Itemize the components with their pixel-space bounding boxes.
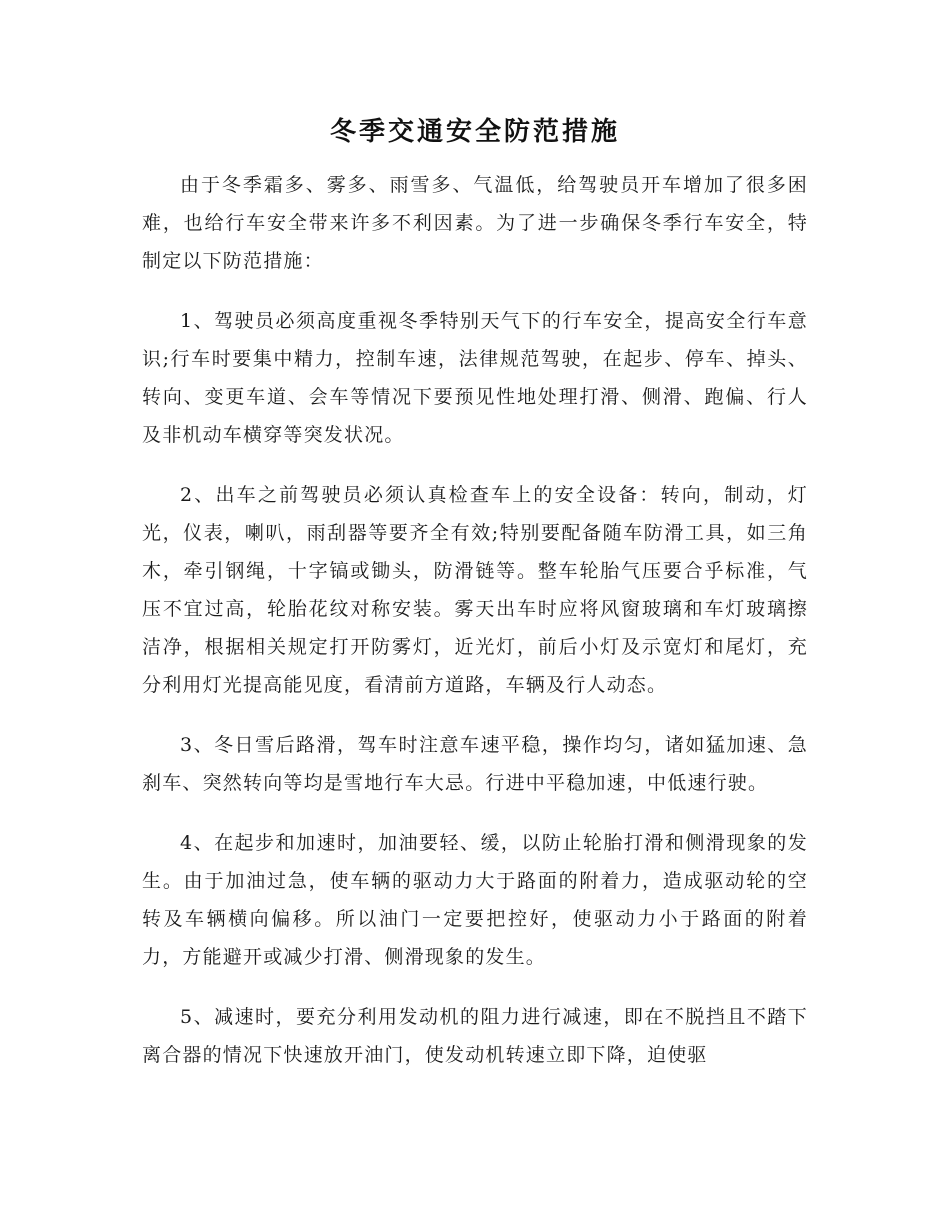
document-body [142, 112, 808, 1096]
measure-paragraph-4: 4、在起步和加速时，加油要轻、缓，以防止轮胎打滑和侧滑现象的发生。由于加油过急，使车辆的驱动力大于路面的附着力，造成驱动轮的空转及车辆横向偏移。所以油门一定要把控好，使驱动力小于路面的附着力，方能避开或减少打滑、侧滑现象的发生。 [142, 832, 808, 968]
document-title: 冬季交通安全防范措施 [329, 117, 620, 147]
measure-paragraph-2: 2、出车之前驾驶员必须认真检查车上的安全设备：转向，制动，灯光，仪表，喇叭，雨刮器等要齐全有效;特别要配备随车防滑工具，如三角木，牵引钢绳，十字镐或锄头，防滑链等。整车轮胎气压要合乎标准，气压不宜过高，轮胎花纹对称安装。雾天出车时应将风窗玻璃和车灯玻璃擦洁净，根据相关规定打开防雾灯，近光灯，前后小灯及示宽灯和尾灯，充分利用灯光提高能见度，看清前方道路，车辆及行人动态。 [142, 484, 808, 696]
measure-paragraph-5: 5、减速时，要充分利用发动机的阻力进行减速，即在不脱挡且不踏下离合器的情况下快速放开油门，使发动机转速立即下降，迫使驱 [142, 1006, 808, 1066]
intro-paragraph: 由于冬季霜多、雾多、雨雪多、气温低，给驾驶员开车增加了很多困难，也给行车安全带来许多不利因素。为了进一步确保冬季行车安全，特制定以下防范措施： [142, 174, 808, 272]
measure-paragraph-1: 1、驾驶员必须高度重视冬季特别天气下的行车安全，提高安全行车意识;行车时要集中精力，控制车速，法律规范驾驶，在起步、停车、掉头、转向、变更车道、会车等情况下要预见性地处理打滑、侧滑、跑偏、行人及非机动车横穿等突发状况。 [142, 310, 808, 446]
measure-paragraph-3: 3、冬日雪后路滑，驾车时注意车速平稳，操作均匀，诸如猛加速、急刹车、突然转向等均是雪地行车大忌。行进中平稳加速，中低速行驶。 [142, 734, 808, 794]
